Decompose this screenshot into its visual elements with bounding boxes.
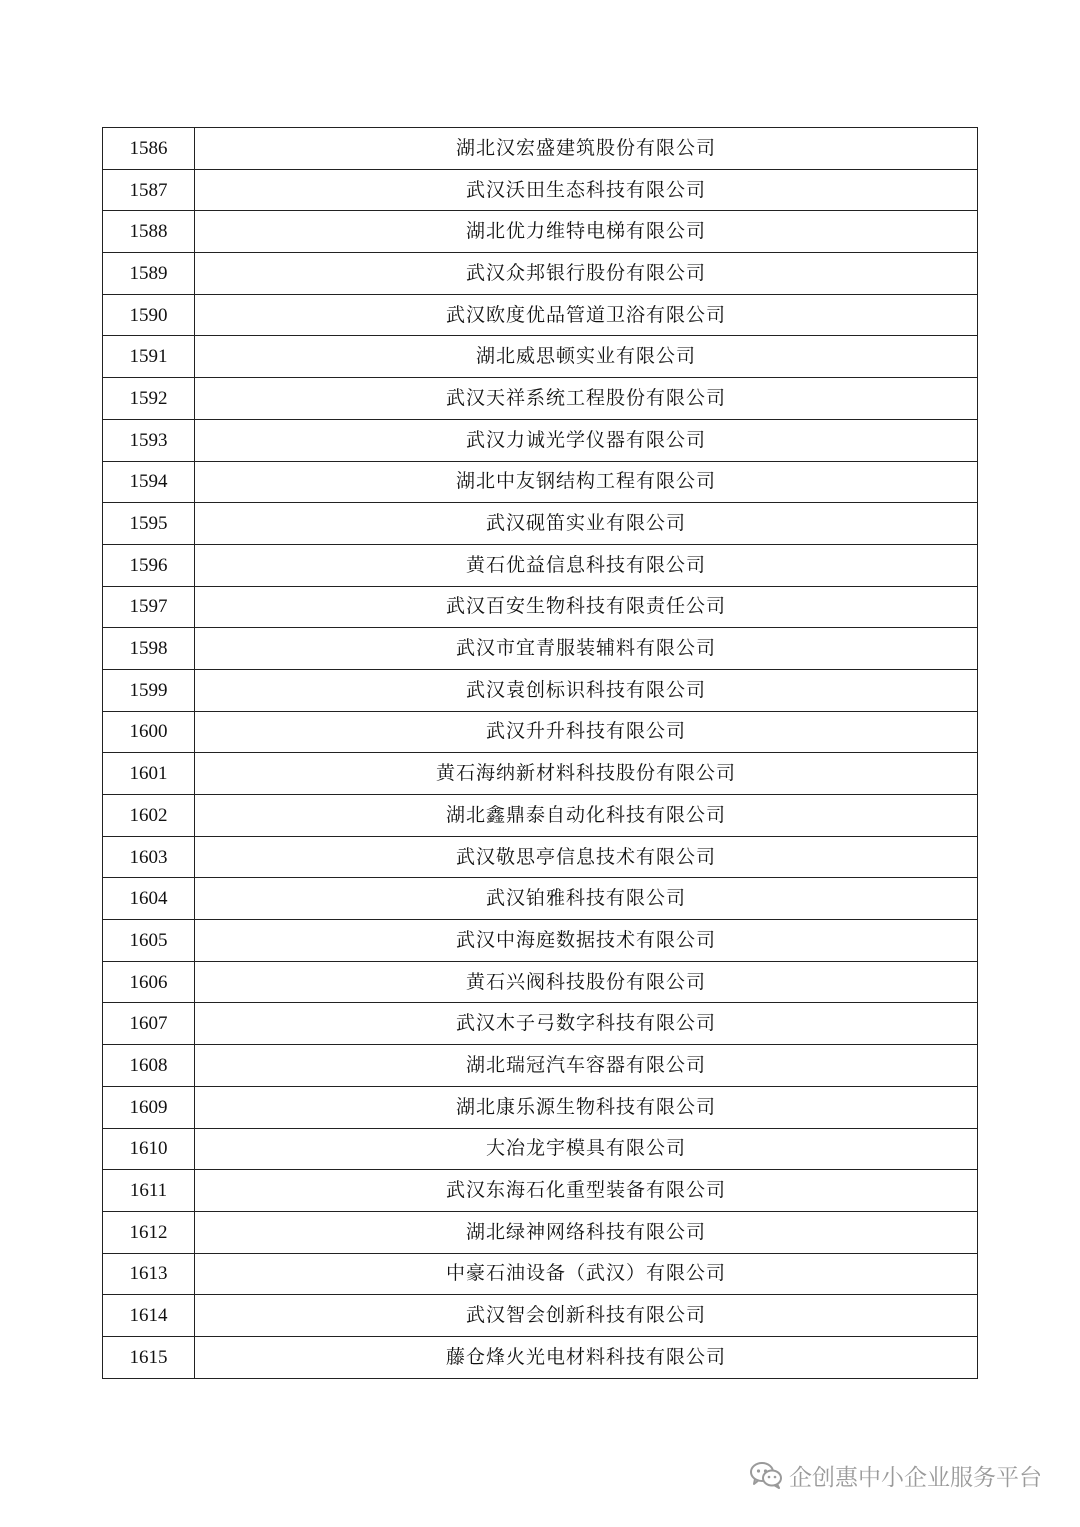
company-name: 武汉众邦银行股份有限公司 <box>195 253 978 295</box>
company-name: 湖北汉宏盛建筑股份有限公司 <box>195 128 978 170</box>
table-row <box>103 503 978 545</box>
row-number: 1599 <box>103 669 195 711</box>
watermark-text: 企创惠中小企业服务平台 <box>789 1464 1042 1491</box>
company-name: 湖北绿神网络科技有限公司 <box>195 1211 978 1253</box>
table-row <box>103 669 978 711</box>
row-number: 1601 <box>103 753 195 795</box>
company-name: 大冶龙宇模具有限公司 <box>195 1128 978 1170</box>
row-number: 1592 <box>103 378 195 420</box>
row-number: 1588 <box>103 211 195 253</box>
company-name: 武汉砚笛实业有限公司 <box>195 503 978 545</box>
row-number: 1602 <box>103 795 195 837</box>
row-number: 1606 <box>103 961 195 1003</box>
company-name: 中豪石油设备（武汉）有限公司 <box>195 1253 978 1295</box>
row-number: 1613 <box>103 1253 195 1295</box>
row-number: 1586 <box>103 128 195 170</box>
row-number: 1614 <box>103 1295 195 1337</box>
table-row <box>103 795 978 837</box>
table-row <box>103 128 978 170</box>
table-row <box>103 336 978 378</box>
company-name: 武汉沃田生态科技有限公司 <box>195 169 978 211</box>
row-number: 1612 <box>103 1211 195 1253</box>
company-name: 武汉东海石化重型装备有限公司 <box>195 1170 978 1212</box>
row-number: 1598 <box>103 628 195 670</box>
company-name: 黄石海纳新材料科技股份有限公司 <box>195 753 978 795</box>
company-name: 武汉木子弓数字科技有限公司 <box>195 1003 978 1045</box>
row-number: 1589 <box>103 253 195 295</box>
company-list-body <box>103 128 978 1379</box>
company-name: 武汉中海庭数据技术有限公司 <box>195 920 978 962</box>
company-name: 黄石优益信息科技有限公司 <box>195 544 978 586</box>
company-name: 武汉智会创新科技有限公司 <box>195 1295 978 1337</box>
table-row <box>103 419 978 461</box>
table-row <box>103 1128 978 1170</box>
company-name: 武汉铂雅科技有限公司 <box>195 878 978 920</box>
company-name: 武汉敬思亭信息技术有限公司 <box>195 836 978 878</box>
table-row <box>103 544 978 586</box>
row-number: 1593 <box>103 419 195 461</box>
company-name: 武汉袁创标识科技有限公司 <box>195 669 978 711</box>
company-name: 湖北威思顿实业有限公司 <box>195 336 978 378</box>
row-number: 1591 <box>103 336 195 378</box>
table-row <box>103 628 978 670</box>
table-row <box>103 378 978 420</box>
table-row <box>103 961 978 1003</box>
row-number: 1605 <box>103 920 195 962</box>
table-row <box>103 211 978 253</box>
table-row <box>103 1003 978 1045</box>
company-name: 藤仓烽火光电材料科技有限公司 <box>195 1336 978 1378</box>
company-name: 湖北瑞冠汽车容器有限公司 <box>195 1045 978 1087</box>
table-row <box>103 753 978 795</box>
wechat-icon <box>749 1461 783 1489</box>
table-row <box>103 920 978 962</box>
row-number: 1594 <box>103 461 195 503</box>
table-row <box>103 1253 978 1295</box>
company-name: 武汉天祥系统工程股份有限公司 <box>195 378 978 420</box>
table-row <box>103 169 978 211</box>
row-number: 1604 <box>103 878 195 920</box>
row-number: 1607 <box>103 1003 195 1045</box>
company-name: 武汉欧度优品管道卫浴有限公司 <box>195 294 978 336</box>
table-row <box>103 1170 978 1212</box>
company-name: 武汉力诚光学仪器有限公司 <box>195 419 978 461</box>
company-name: 武汉市宜青服装辅料有限公司 <box>195 628 978 670</box>
company-name: 武汉百安生物科技有限责任公司 <box>195 586 978 628</box>
table-row <box>103 586 978 628</box>
source-watermark <box>749 1460 1042 1490</box>
company-name: 湖北鑫鼎泰自动化科技有限公司 <box>195 795 978 837</box>
row-number: 1615 <box>103 1336 195 1378</box>
company-name: 湖北优力维特电梯有限公司 <box>195 211 978 253</box>
row-number: 1597 <box>103 586 195 628</box>
row-number: 1609 <box>103 1086 195 1128</box>
row-number: 1610 <box>103 1128 195 1170</box>
row-number: 1596 <box>103 544 195 586</box>
table-row <box>103 711 978 753</box>
table-row <box>103 1295 978 1337</box>
row-number: 1590 <box>103 294 195 336</box>
company-name: 武汉升升科技有限公司 <box>195 711 978 753</box>
table-row <box>103 253 978 295</box>
table-row <box>103 1211 978 1253</box>
company-name: 湖北康乐源生物科技有限公司 <box>195 1086 978 1128</box>
company-name: 黄石兴阀科技股份有限公司 <box>195 961 978 1003</box>
row-number: 1587 <box>103 169 195 211</box>
row-number: 1600 <box>103 711 195 753</box>
table-row <box>103 836 978 878</box>
table-row <box>103 1086 978 1128</box>
row-number: 1595 <box>103 503 195 545</box>
row-number: 1608 <box>103 1045 195 1087</box>
company-name: 湖北中友钢结构工程有限公司 <box>195 461 978 503</box>
row-number: 1611 <box>103 1170 195 1212</box>
table-row <box>103 1336 978 1378</box>
table-row <box>103 1045 978 1087</box>
table-row <box>103 878 978 920</box>
table-row <box>103 461 978 503</box>
company-list-table <box>102 127 978 1379</box>
table-row <box>103 294 978 336</box>
row-number: 1603 <box>103 836 195 878</box>
